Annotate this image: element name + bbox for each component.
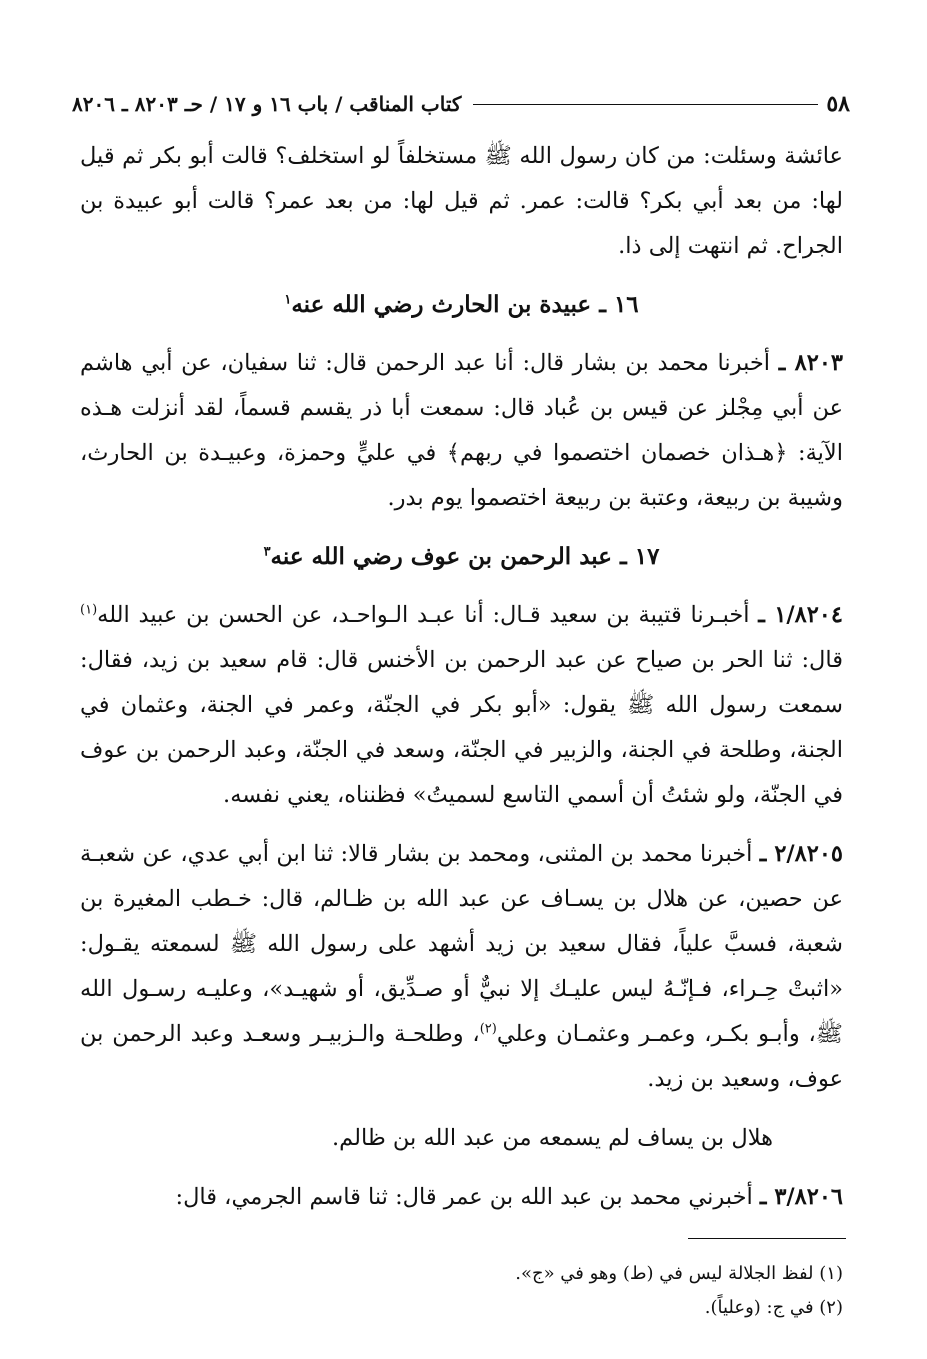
footnote-ref-1[interactable]: (١) — [80, 602, 98, 618]
page-number: ٥٨ — [826, 91, 850, 117]
page-header — [72, 86, 850, 122]
hadith-8204 — [80, 593, 843, 818]
section-16-heading — [80, 283, 843, 327]
section-17-sup: ٣ — [263, 544, 271, 560]
section-17-title: عبد الرحمن بن عوف رضي الله عنه — [270, 543, 612, 570]
header-rule — [473, 104, 818, 105]
hadith-8206 — [80, 1175, 843, 1220]
intro-paragraph: عائشة وسئلت: من كان رسول الله ﷺ مستخلفاً لو استخلف؟ قالت أبو بكر ثم قيل لها: من بعد أبي بكر؟ قالت: عمر. ثم قيل لها: من بعد عمر؟ قالت أبو عبيدة بن الجراح. ثم انتهت إلى ذا. — [80, 143, 843, 259]
hadith-text-a: أخبـرنا قتيبة بن سعيد قـال: أنا عبـد الـواحـد، عن الحسن بن عبيد الله — [97, 602, 750, 628]
section-17-number: ١٧ ـ — [619, 543, 660, 570]
hadith-text-b: قال: ثنا الحر بن صياح عن عبد الرحمن بن الأخنس قال: قام سعيد بن زيد، فقال: سمعت رسول الله ﷺ يقول: «أبو بكر في الجنّة، وعمر في الجنة، وعثمان في الجنة، وطلحة في الجنة، والزبير في الجنّة، وسعد في الجنّة، وعبد الرحمن بن عوف في الجنّة، ولو شئتُ أن أسمي التاسع لسميتُ» فظنناه، يعني نفسه. — [80, 647, 843, 808]
hadith-text: أخبرنا محمد بن بشار قال: أنا عبد الرحمن قال: ثنا سفيان، عن أبي هاشم عن أبي مِجْلز عن قيس بن عُباد قال: سمعت أبا ذر يقسم قسماً، لقد أنزلت هـذه الآية: ﴿هـذان خصمان اختصموا في ربهم﴾ في عليٍّ وحمزة، وعبيـدة بن الحارث، وشيبة بن ربيعة، وعتبة بن ربيعة اختصموا يوم بدر. — [80, 350, 843, 511]
footnotes — [80, 1257, 843, 1325]
editor-note: هلال بن يساف لم يسمعه من عبد الله بن ظالم. — [332, 1125, 773, 1151]
hadith-number: ٣/٨٢٠٦ ـ — [759, 1184, 843, 1210]
hadith-text: أخبرني محمد بن عبد الله بن عمر قال: ثنا قاسم الجرمي، قال: — [175, 1184, 753, 1210]
section-16-title: عبيدة بن الحارث رضي الله عنه — [291, 291, 592, 318]
hadith-8203 — [80, 341, 843, 521]
hadith-number: ١/٨٢٠٤ ـ — [758, 602, 843, 628]
hadith-8205 — [80, 832, 843, 1102]
section-17-heading — [80, 535, 843, 579]
footnote-2: (٢) في ج: (وعلياً). — [704, 1297, 843, 1318]
section-16-number: ١٦ ـ — [599, 291, 639, 318]
hadith-number: ٢/٨٢٠٥ ـ — [759, 841, 843, 867]
footnote-divider — [688, 1238, 846, 1239]
running-title: كتاب المناقب / باب ١٦ و ١٧ / حـ ٨٢٠٣ ـ ٨٢٠٦ — [72, 92, 462, 116]
main-text — [80, 134, 843, 1234]
hadith-text-b: ، وطلحـة والـزبيـر وسعـد وعبد الرحمن بن عوف، وسعيد بن زيد. — [80, 1021, 843, 1092]
section-16-sup: ١ — [284, 292, 292, 308]
footnote-1: (١) لفظ الجلالة ليس في (ط) وهو في «ج». — [515, 1263, 843, 1284]
hadith-text-a: أخبرنا محمد بن المثنى، ومحمد بن بشار قالا: ثنا ابن أبي عدي، عن شعبـة عن حصين، عن هلال بن يسـاف عن عبد الله بن ظـالم، قال: خـطب المغيرة بن شعبة، فسبَّ علياً، فقال سعيد بن زيد أشهد على رسول الله ﷺ لسمعته يقـول: «اثبتْ حِـراء، فـإنّـهُ ليس عليـك إلا نبيٌّ أو صـدِّيق، أو شهيـد»، وعليـه رسـول الله ﷺ، وأبـو بكـر، وعمـر وعثمـان وعلي — [80, 841, 843, 1047]
footnote-ref-2[interactable]: (٢) — [479, 1021, 497, 1037]
hadith-number: ٨٢٠٣ ـ — [778, 350, 843, 376]
